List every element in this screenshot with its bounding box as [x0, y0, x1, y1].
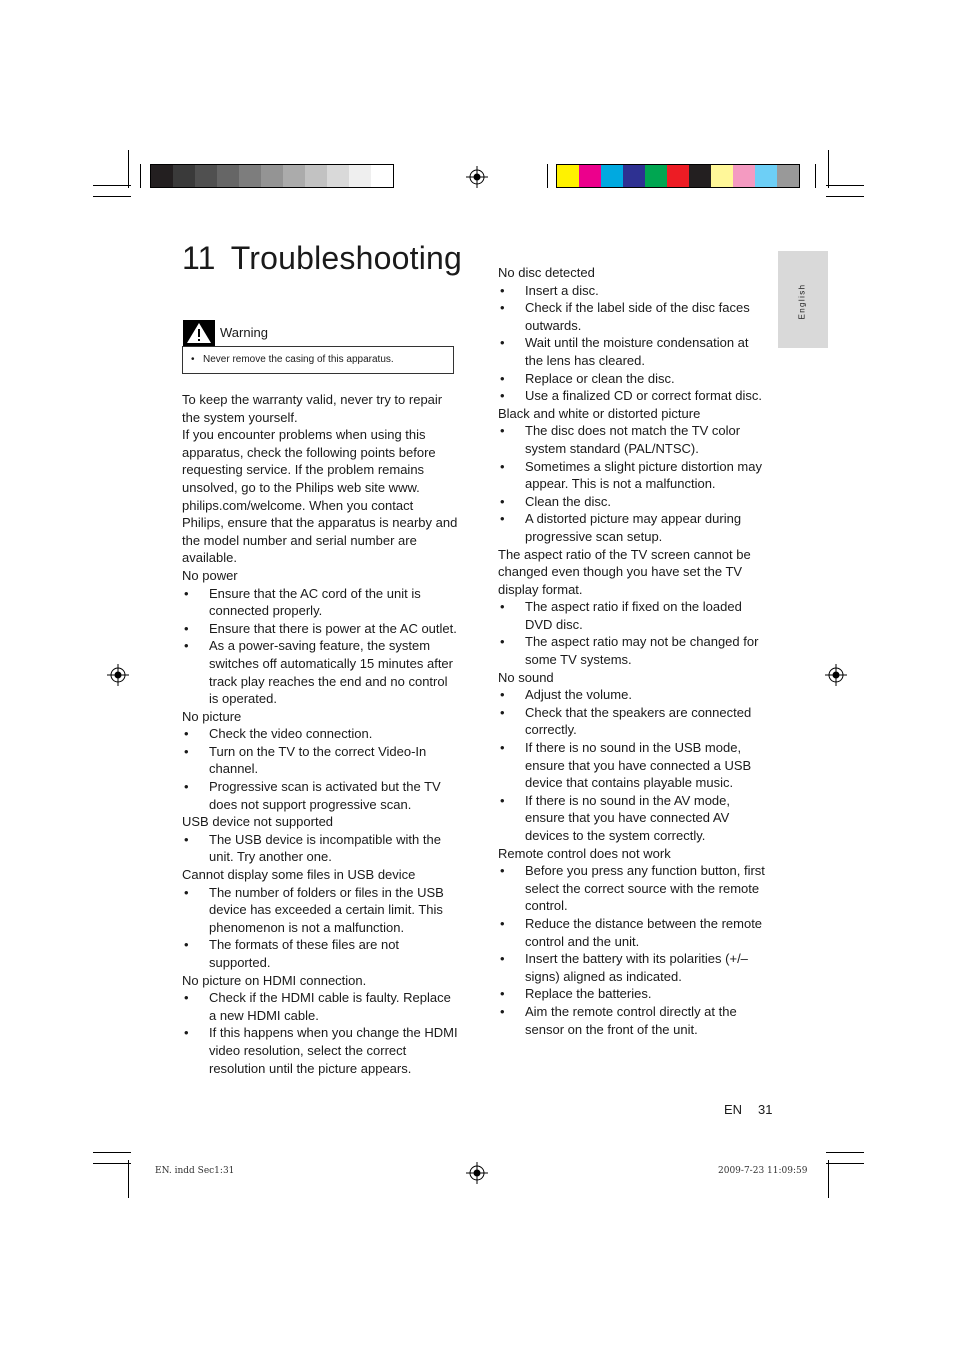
registration-mark-icon: [107, 664, 129, 686]
color-swatch: [711, 165, 733, 187]
gray-calibration-bar: [150, 164, 394, 188]
list-item: [182, 637, 458, 707]
left-sections: [182, 567, 458, 1077]
bullet-icon: •: [184, 1025, 189, 1041]
list-item-text: Aim the remote control directly at the sensor on the front of the unit.: [525, 1003, 737, 1037]
bullet-icon: •: [184, 743, 189, 759]
bullet-icon: •: [500, 986, 505, 1002]
color-swatch: [579, 165, 601, 187]
section-heading: No disc detected: [498, 265, 595, 280]
page-title: [182, 240, 462, 277]
color-calibration-bar: [556, 164, 800, 188]
list-item: [498, 370, 770, 388]
list-item: [498, 299, 770, 334]
chapter-title-text: Troubleshooting: [230, 240, 463, 276]
warning-triangle-icon: [183, 320, 215, 346]
bullet-icon: •: [500, 388, 505, 404]
section-heading: No power: [182, 567, 238, 583]
bullet-icon: •: [500, 634, 505, 650]
list-item: [498, 458, 770, 493]
bullet-icon: •: [184, 620, 189, 636]
list-item: [182, 989, 458, 1024]
bullet-icon: •: [500, 511, 505, 527]
right-sections: [498, 264, 770, 1038]
list-item-text: Insert the battery with its polarities (+/– signs) aligned as indicated.: [525, 951, 748, 984]
section-heading: Black and white or distorted picture: [498, 405, 701, 421]
color-swatch: [689, 165, 711, 187]
page-number: 31: [758, 1102, 773, 1117]
list-item: [182, 743, 458, 778]
bullet-list: [182, 725, 458, 813]
list-item: [498, 387, 770, 405]
list-item: [182, 884, 458, 937]
warning-text: Never remove the casing of this apparatus.: [203, 354, 394, 365]
list-item-text: As a power-saving feature, the system switches off automatically 15 minutes after track play reaches the end and no control is operated.: [209, 638, 453, 707]
list-item-text: The aspect ratio if fixed on the loaded DVD disc.: [525, 599, 742, 632]
gray-swatch: [261, 165, 283, 187]
color-swatch: [667, 165, 689, 187]
bullet-icon: •: [500, 704, 505, 720]
gray-swatch: [173, 165, 195, 187]
warning-box: [182, 346, 454, 374]
intro-paragraph: To keep the warranty valid, never try to repair the system yourself.: [182, 392, 443, 425]
bullet-icon: •: [184, 638, 189, 654]
gray-swatch: [327, 165, 349, 187]
list-item-text: Ensure that the AC cord of the unit is connected properly.: [209, 585, 421, 619]
section-heading: The aspect ratio of the TV screen cannot be changed even though you have set the TV display format.: [498, 546, 751, 597]
color-swatch: [601, 165, 623, 187]
gray-swatch: [239, 165, 261, 187]
list-item: [182, 725, 458, 743]
color-swatch: [557, 165, 579, 187]
list-item-text: Reduce the distance between the remote control and the unit.: [525, 915, 763, 949]
bullet-list: [182, 585, 458, 708]
list-item: [498, 985, 770, 1003]
bullet-icon: •: [184, 585, 189, 601]
footer-language: EN: [724, 1102, 743, 1117]
color-swatch: [755, 165, 777, 187]
list-item: [498, 792, 770, 845]
gray-swatch: [371, 165, 393, 187]
right-column: [498, 264, 770, 1038]
bullet-list: [498, 282, 770, 405]
bullet-icon: •: [184, 990, 189, 1006]
section-heading: No sound: [498, 669, 554, 685]
bullet-list: [182, 831, 458, 866]
list-item-text: Replace or clean the disc.: [525, 370, 675, 386]
list-item: [498, 334, 770, 369]
list-item-text: If this happens when you change the HDMI video resolution, select the correct resolution until the picture appears.: [209, 1025, 458, 1076]
list-item: [498, 704, 770, 739]
list-item: [498, 862, 770, 915]
gray-swatch: [349, 165, 371, 187]
list-item: [498, 422, 770, 457]
registration-mark-icon: [466, 166, 488, 188]
bullet-icon: •: [184, 779, 189, 795]
list-item-text: Check that the speakers are connected correctly.: [525, 704, 752, 738]
gray-swatch: [195, 165, 217, 187]
bullet-list: [182, 884, 458, 972]
section-heading: Cannot display some files in USB device: [182, 867, 416, 883]
registration-mark-icon: [825, 664, 847, 686]
bullet-icon: •: [500, 863, 505, 879]
gray-swatch: [217, 165, 239, 187]
color-swatch: [645, 165, 667, 187]
list-item-text: The formats of these files are not supported.: [209, 937, 400, 970]
list-item: [498, 598, 770, 633]
list-item-text: A distorted picture may appear during progressive scan setup.: [525, 511, 742, 544]
list-item-text: The USB device is incompatible with the unit. Try another one.: [209, 831, 441, 865]
list-item: [498, 282, 770, 300]
list-item-text: If there is no sound in the USB mode, ensure that you have connected a USB device that contains playable music.: [525, 740, 752, 791]
bullet-icon: •: [500, 493, 505, 509]
gray-swatch: [305, 165, 327, 187]
bullet-icon: •: [500, 423, 505, 439]
bullet-icon: •: [184, 884, 189, 900]
list-item: [182, 936, 458, 971]
list-item: [182, 585, 458, 620]
bullet-icon: •: [500, 687, 505, 703]
bullet-icon: •: [500, 1003, 505, 1019]
language-tab-label: English: [797, 283, 807, 320]
list-item: [498, 1003, 770, 1038]
bullet-icon: •: [500, 282, 505, 298]
bullet-icon: •: [184, 937, 189, 953]
list-item-text: Progressive scan is activated but the TV does not support progressive scan.: [209, 779, 441, 812]
warning-header: [183, 320, 456, 346]
bullet-list: [498, 862, 770, 1038]
intro: [182, 391, 458, 567]
bullet-list: [498, 598, 770, 668]
bullet-icon: •: [500, 915, 505, 931]
list-item-text: Sometimes a slight picture distortion may appear. This is not a malfunction.: [525, 458, 762, 492]
list-item: [498, 510, 770, 545]
color-swatch: [623, 165, 645, 187]
list-item-text: If there is no sound in the AV mode, ensure that you have connected AV devices to the system correctly.: [525, 792, 730, 843]
bullet-list: [498, 686, 770, 844]
list-item: [498, 493, 770, 511]
list-item-text: The number of folders or files in the USB device has exceeded a certain limit. This phenomenon is not a malfunction.: [209, 884, 444, 935]
registration-mark-icon: [466, 1162, 488, 1184]
slug-datetime: 2009-7-23 11:09:59: [718, 1166, 808, 1176]
list-item-text: Insert a disc.: [525, 282, 599, 298]
bullet-icon: •: [500, 740, 505, 756]
list-item-text: Wait until the moisture condensation at the lens has cleared.: [525, 335, 749, 368]
list-item-text: The disc does not match the TV color system standard (PAL/NTSC).: [525, 423, 741, 456]
list-item: [498, 739, 770, 792]
color-swatch: [777, 165, 799, 187]
bullet-icon: •: [500, 792, 505, 808]
intro-paragraph: If you encounter problems when using this apparatus, check the following points before requesting service. If the problem remains unsolved, go to the Philips web site www. philips.com/welcome. When you contact Philips, ensure that the apparatus is nearby and the model number and serial number are available.: [182, 427, 458, 566]
section-heading: No picture: [182, 708, 242, 724]
chapter-number: 11: [182, 240, 216, 276]
list-item-text: Use a finalized CD or correct format disc.: [525, 388, 762, 404]
list-item-text: Clean the disc.: [525, 493, 611, 509]
list-item-text: Ensure that there is power at the AC outlet.: [209, 620, 457, 636]
section-heading: USB device not supported: [182, 814, 334, 830]
bullet-icon: •: [500, 458, 505, 474]
list-item-text: Before you press any function button, first select the correct source with the remote control.: [525, 863, 765, 914]
bullet-list: [498, 422, 770, 545]
bullet-icon: •: [184, 726, 189, 742]
bullet-icon: •: [500, 951, 505, 967]
list-item-text: Replace the batteries.: [525, 986, 652, 1002]
gray-swatch: [151, 165, 173, 187]
list-item: [498, 686, 770, 704]
slug-file: EN. indd Sec1:31: [155, 1166, 235, 1176]
list-item: [182, 778, 458, 813]
list-item: [498, 915, 770, 950]
bullet-icon: •: [500, 370, 505, 386]
list-item: [182, 831, 458, 866]
bullet-icon: •: [184, 831, 189, 847]
left-column: [182, 391, 458, 1077]
bullet-icon: •: [500, 300, 505, 316]
list-item-text: The aspect ratio may not be changed for some TV systems.: [525, 634, 759, 668]
list-item: [182, 620, 458, 638]
list-item: [182, 1024, 458, 1077]
bullet-icon: •: [500, 335, 505, 351]
gray-swatch: [283, 165, 305, 187]
bullet-icon: •: [500, 599, 505, 615]
bullet-icon: •: [191, 354, 195, 365]
list-item-text: Adjust the volume.: [525, 687, 632, 703]
section-heading: No picture on HDMI connection.: [182, 972, 367, 988]
language-tab: [778, 251, 828, 348]
section-heading: Remote control does not work: [498, 845, 671, 861]
color-swatch: [733, 165, 755, 187]
bullet-list: [182, 989, 458, 1077]
warning-icon-box: [183, 320, 215, 346]
list-item-text: Turn on the TV to the correct Video-In channel.: [209, 743, 427, 777]
warning-label: Warning: [220, 325, 268, 340]
list-item: [498, 950, 770, 985]
list-item-text: Check if the label side of the disc faces outwards.: [525, 300, 750, 333]
list-item-text: Check if the HDMI cable is faulty. Replace a new HDMI cable.: [209, 990, 451, 1023]
list-item-text: Check the video connection.: [209, 726, 373, 742]
list-item: [498, 633, 770, 668]
